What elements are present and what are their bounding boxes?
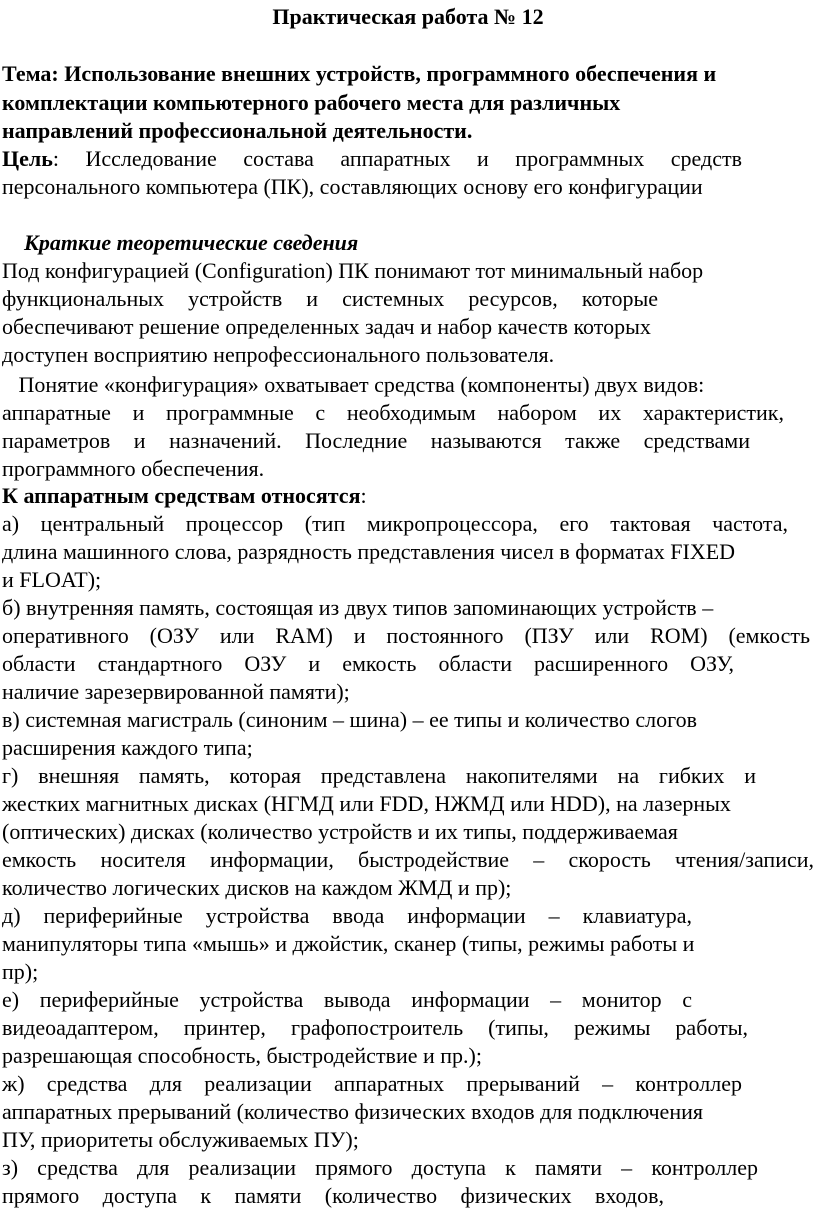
list-line: области стандартного ОЗУ и емкость области расширенного ОЗУ, xyxy=(2,651,734,676)
list-line: наличие зарезервированной памяти); xyxy=(2,679,350,704)
hardware-heading-label: К аппаратным средствам относятся xyxy=(2,483,361,508)
list-line: количество логических дисков на каждом ЖМД и пр); xyxy=(2,875,512,900)
list-line: жестких магнитных дисках (НГМД или FDD, НЖМД или HDD), на лазерных xyxy=(2,791,731,816)
list-line: е) периферийные устройства вывода информации – монитор с xyxy=(2,987,692,1012)
list-line: ж) средства для реализации аппаратных прерываний – контроллер xyxy=(2,1071,742,1096)
topic-line-3: направлений профессиональной деятельности. xyxy=(2,118,473,143)
list-line: и FLOAT); xyxy=(2,567,102,592)
list-line: б) внутренняя память, состоящая из двух типов запоминающих устройств – xyxy=(2,595,714,620)
list-line: пр); xyxy=(2,959,39,984)
list-line: г) внешняя память, которая представлена накопителями на гибких и xyxy=(2,763,756,788)
list-line: длина машинного слова, разрядность представления чисел в форматах FIXED xyxy=(2,539,736,564)
list-line: емкость носителя информации, быстродействие – скорость чтения/записи, xyxy=(2,847,814,872)
goal-label: Цель xyxy=(2,146,53,171)
goal-text: : Исследование состава аппаратных и программных средств xyxy=(52,146,742,171)
list-line: з) средства для реализации прямого доступа к памяти – контроллер xyxy=(2,1155,758,1180)
goal-line-2: персонального компьютера (ПК), составляющих основу его конфигурации xyxy=(2,174,703,199)
list-line: аппаратных прерываний (количество физических входов для подключения xyxy=(2,1099,703,1124)
topic-line-1: Тема: Использование внешних устройств, программного обеспечения и xyxy=(2,61,717,86)
hardware-heading-colon: : xyxy=(360,483,367,508)
list-line: в) системная магистраль (синоним – шина) – ее типы и количество слогов xyxy=(2,707,697,732)
paragraph-2-line: параметров и назначений. Последние называются также средствами xyxy=(2,428,750,453)
list-line: прямого доступа к памяти (количество физических входов, xyxy=(2,1183,664,1208)
list-line: расширения каждого типа; xyxy=(2,735,253,760)
list-line: д) периферийные устройства ввода информации – клавиатура, xyxy=(2,903,692,928)
theory-heading: Краткие теоретические сведения xyxy=(24,230,359,255)
list-line: (оптических) дисках (количество устройств и их типы, поддерживаемая xyxy=(2,819,678,844)
paragraph-1-line: функциональных устройств и системных ресурсов, которые xyxy=(2,286,658,311)
list-line: манипуляторы типа «мышь» и джойстик, сканер (типы, режимы работы и xyxy=(2,931,695,956)
goal-line-1 xyxy=(2,146,742,172)
list-line: ПУ, приоритеты обслуживаемых ПУ); xyxy=(2,1127,359,1152)
list-line: видеоадаптером, принтер, графопостроитель (типы, режимы работы, xyxy=(2,1015,748,1040)
paragraph-1-line: обеспечивают решение определенных задач и набор качеств которых xyxy=(2,314,651,339)
hardware-heading xyxy=(2,483,814,509)
topic-line-2: комплектации компьютерного рабочего места для различных xyxy=(2,90,621,115)
paragraph-2-line: программного обеспечения. xyxy=(2,456,265,481)
list-line: разрешающая способность, быстродействие и пр.); xyxy=(2,1043,482,1068)
paragraph-2-line: аппаратные и программные с необходимым набором их характеристик, xyxy=(2,400,784,425)
document-title: Практическая работа № 12 xyxy=(272,4,544,29)
list-line: оперативного (ОЗУ или RAM) и постоянного (ПЗУ или ROM) (емкость xyxy=(2,623,810,648)
list-line: а) центральный процессор (тип микропроцессора, его тактовая частота, xyxy=(2,511,788,536)
paragraph-1-line: Под конфигурацией (Configuration) ПК понимают тот минимальный набор xyxy=(2,258,704,283)
paragraph-1-line: доступен восприятию непрофессионального пользователя. xyxy=(2,342,555,367)
paragraph-2-line: Понятие «конфигурация» охватывает средства (компоненты) двух видов: xyxy=(2,372,705,397)
